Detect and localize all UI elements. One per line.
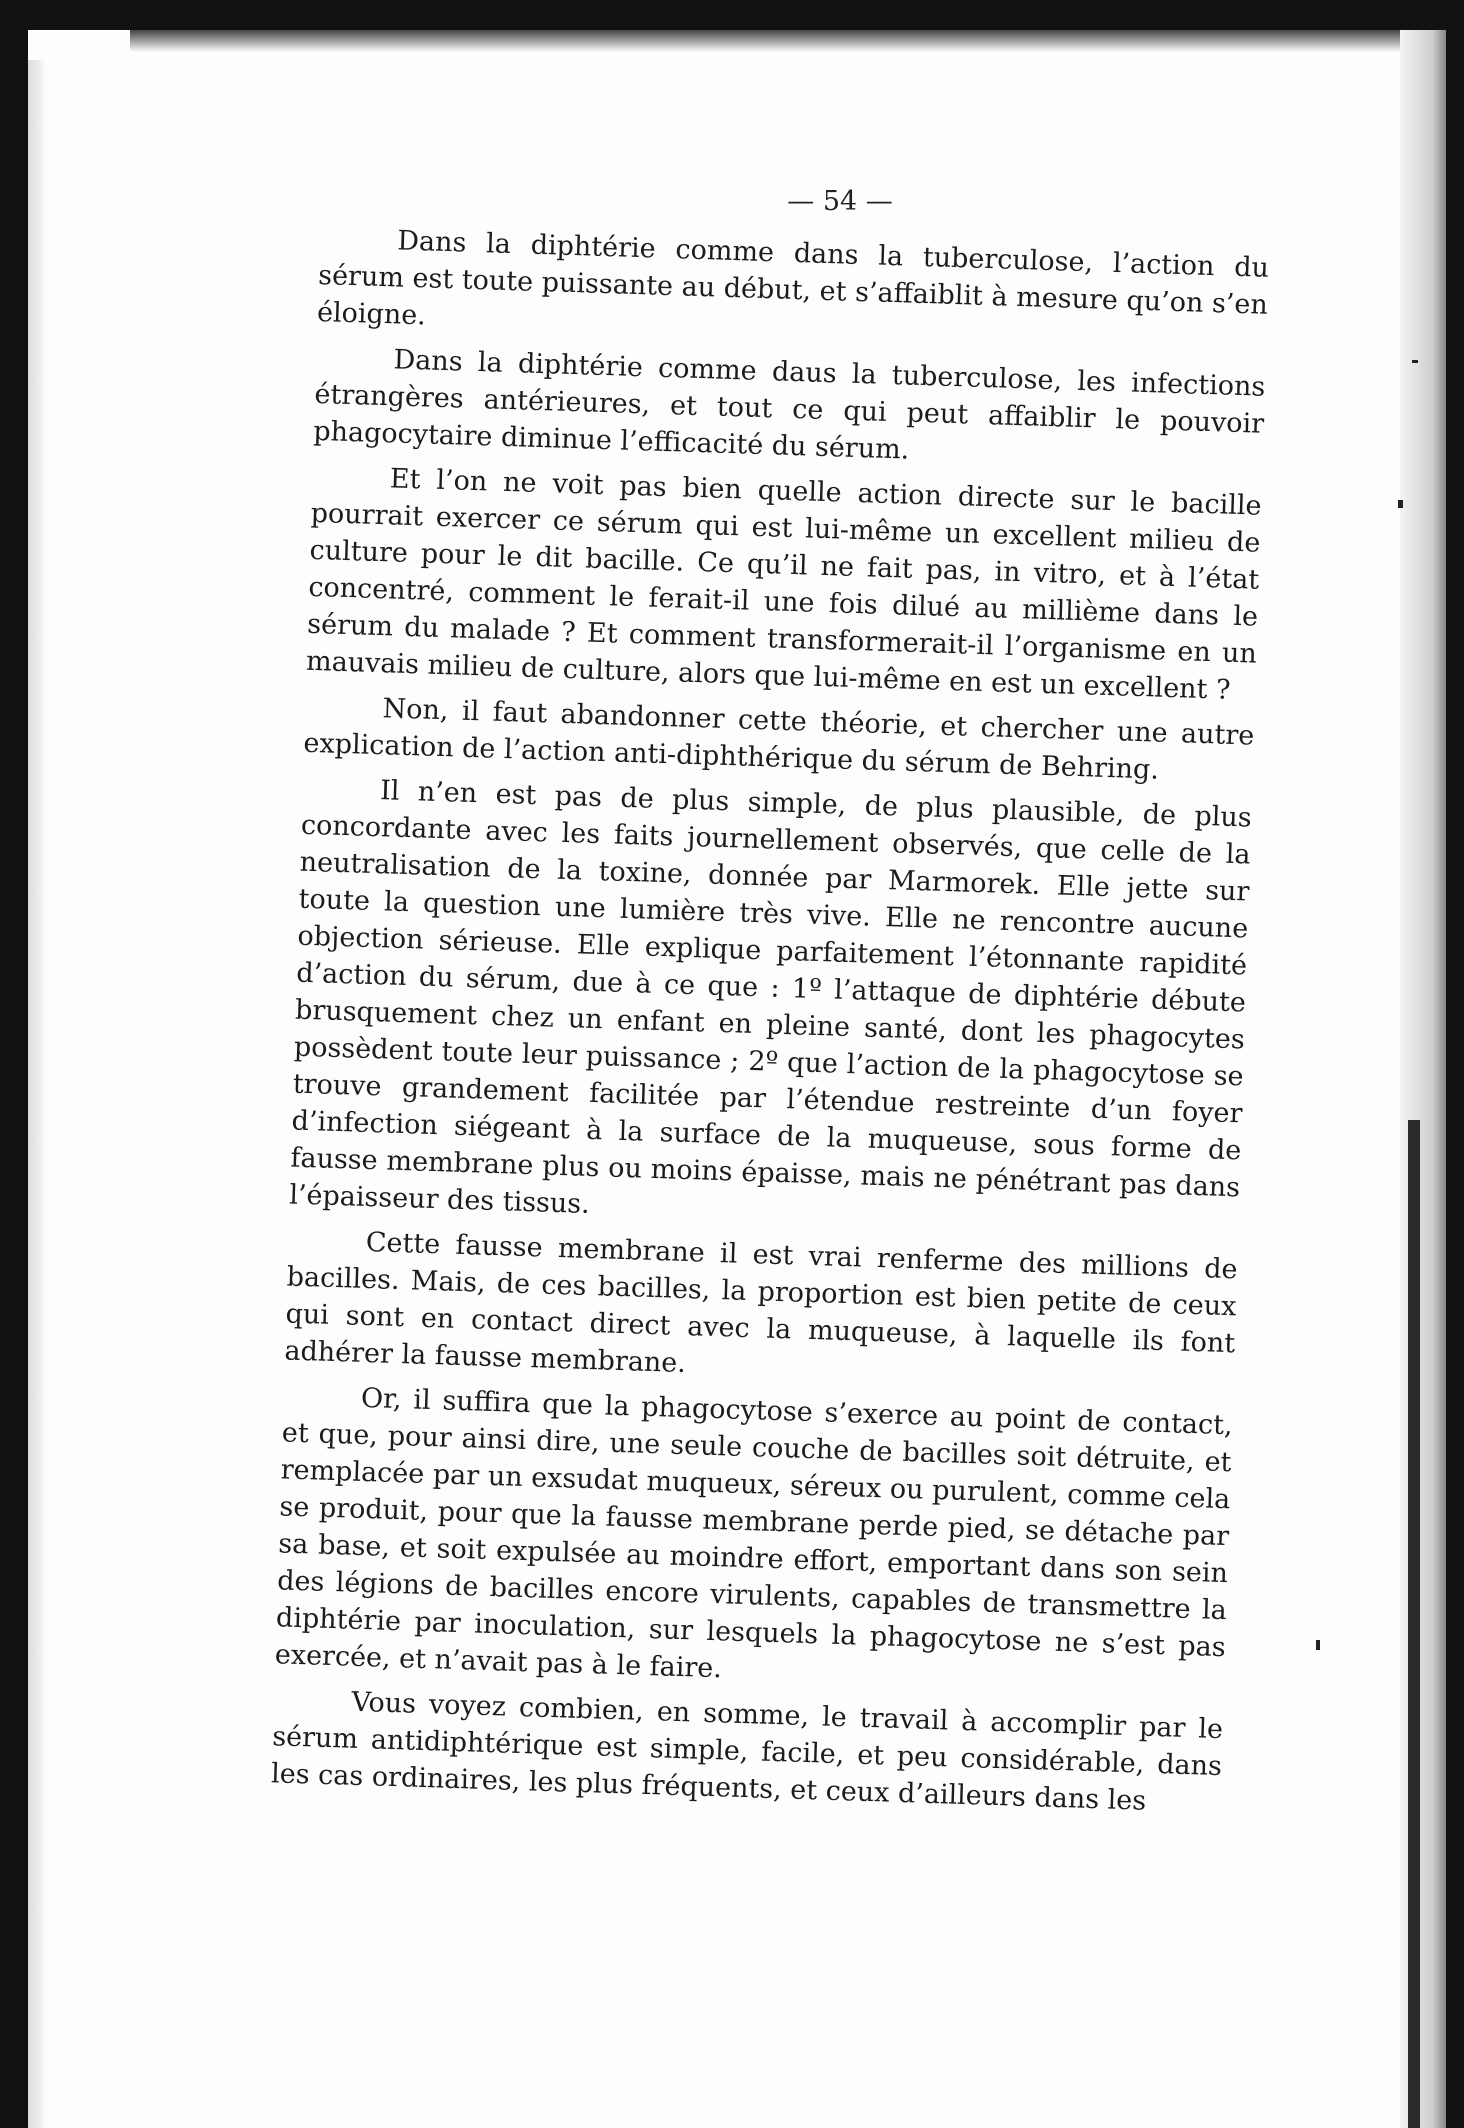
paragraph-8: Vous voyez combien, en somme, le travail à accomplir par le sérum antidiphtérique est simple, facile, et peu considérable, dans les cas ordinaires, les plus fréquents, et ceux d’ailleurs dans les: [270, 1686, 1224, 1817]
paragraph-7: Or, il suffira que la phagocytose s’exerce au point de contact, et que, pour ainsi dire, une seule couche de bacilles soit détruite, et remplacée par un exsudat muqueux, séreux ou purulent, comme cela se produit, pour que la fausse membrane perde pied, se détache par sa base, et soit expulsée au moindre effort, emportant dans son sein des légions de bacilles encore virulents, capables de transmettre la diphtérie par inoculation, sur lesquels la phagocytose ne s’est pas exercée, et n’avait pas à le faire.: [274, 1382, 1234, 1685]
paragraph-2: Dans la diphtérie comme daus la tuberculose, les infections étrangères antérieures, et tout ce qui peut affaiblir le pouvoir phagocytaire diminue l’efficacité du sérum.: [312, 344, 1266, 466]
speck-mark: [1412, 360, 1418, 363]
speck-mark: [1316, 1640, 1320, 1650]
speck-mark: [1398, 500, 1403, 508]
paragraph-4: Non, il faut abandonner cette théorie, et chercher une autre explication de l’action anti-diphthérique du sérum de Behring.: [303, 693, 1255, 786]
page-edge-left: [28, 60, 44, 2128]
paragraph-3: Et l’on ne voit pas bien quelle action directe sur le bacille pourrait exercer ce sérum qui est lui-même un excellent milieu de culture pour le dit bacille. Ce qu’il ne fait pas, in vitro, et à l’état concentré, comment le ferait-il une fois dilué au millième dans le sérum du malade ? Et comment transformerait-il l’organisme en un mauvais milieu de culture, alors que lui-même en est un excellent ?: [305, 463, 1262, 706]
scan-border-left: [0, 0, 28, 2128]
paragraph-6: Cette fausse membrane il est vrai renferme des millions de bacilles. Mais, de ces bacilles, la proportion est bien petite de ceux qui sont en contact direct avec la muqueuse, à laquelle ils font adhérer la fausse membrane.: [283, 1226, 1238, 1380]
page-edge-right-shadow: [1408, 1120, 1420, 2128]
scan-border-right: [1446, 0, 1464, 2128]
page-edge-right: [1400, 30, 1446, 2128]
page-number: — 54 —: [787, 186, 893, 217]
paragraph-5: Il n’en est pas de plus simple, de plus plausible, de plus concordante avec les faits journellement observés, que celle de la neutralisation de la toxine, donnée par Marmorek. Elle jette sur toute la question une lumière très vive. Elle ne rencontre aucune objection sérieuse. Elle explique parfaitement l’étonnante rapidité d’action du sérum, due à ce que : 1º l’attaque de diphtérie débute brusquement chez un enfant en pleine santé, dont les phagocytes possèdent toute leur puissance ; 2º que l’action de la phagocytose se trouve grandement facilitée par l’étendue restreinte d’un foyer d’infection siégeant à la surface de la muqueuse, sous forme de fausse membrane plus ou moins épaisse, mais ne pénétrant pas dans l’épaisseur des tissus.: [288, 775, 1253, 1220]
paragraph-1: Dans la diphtérie comme dans la tuberculose, l’action du sérum est toute puissante au début, et s’affaiblit à mesure qu’on s’en éloigne.: [316, 225, 1270, 332]
scan-border-top: [0, 0, 1464, 30]
page-top-shadow: [130, 30, 1400, 52]
text-body: [270, 220, 1269, 1830]
